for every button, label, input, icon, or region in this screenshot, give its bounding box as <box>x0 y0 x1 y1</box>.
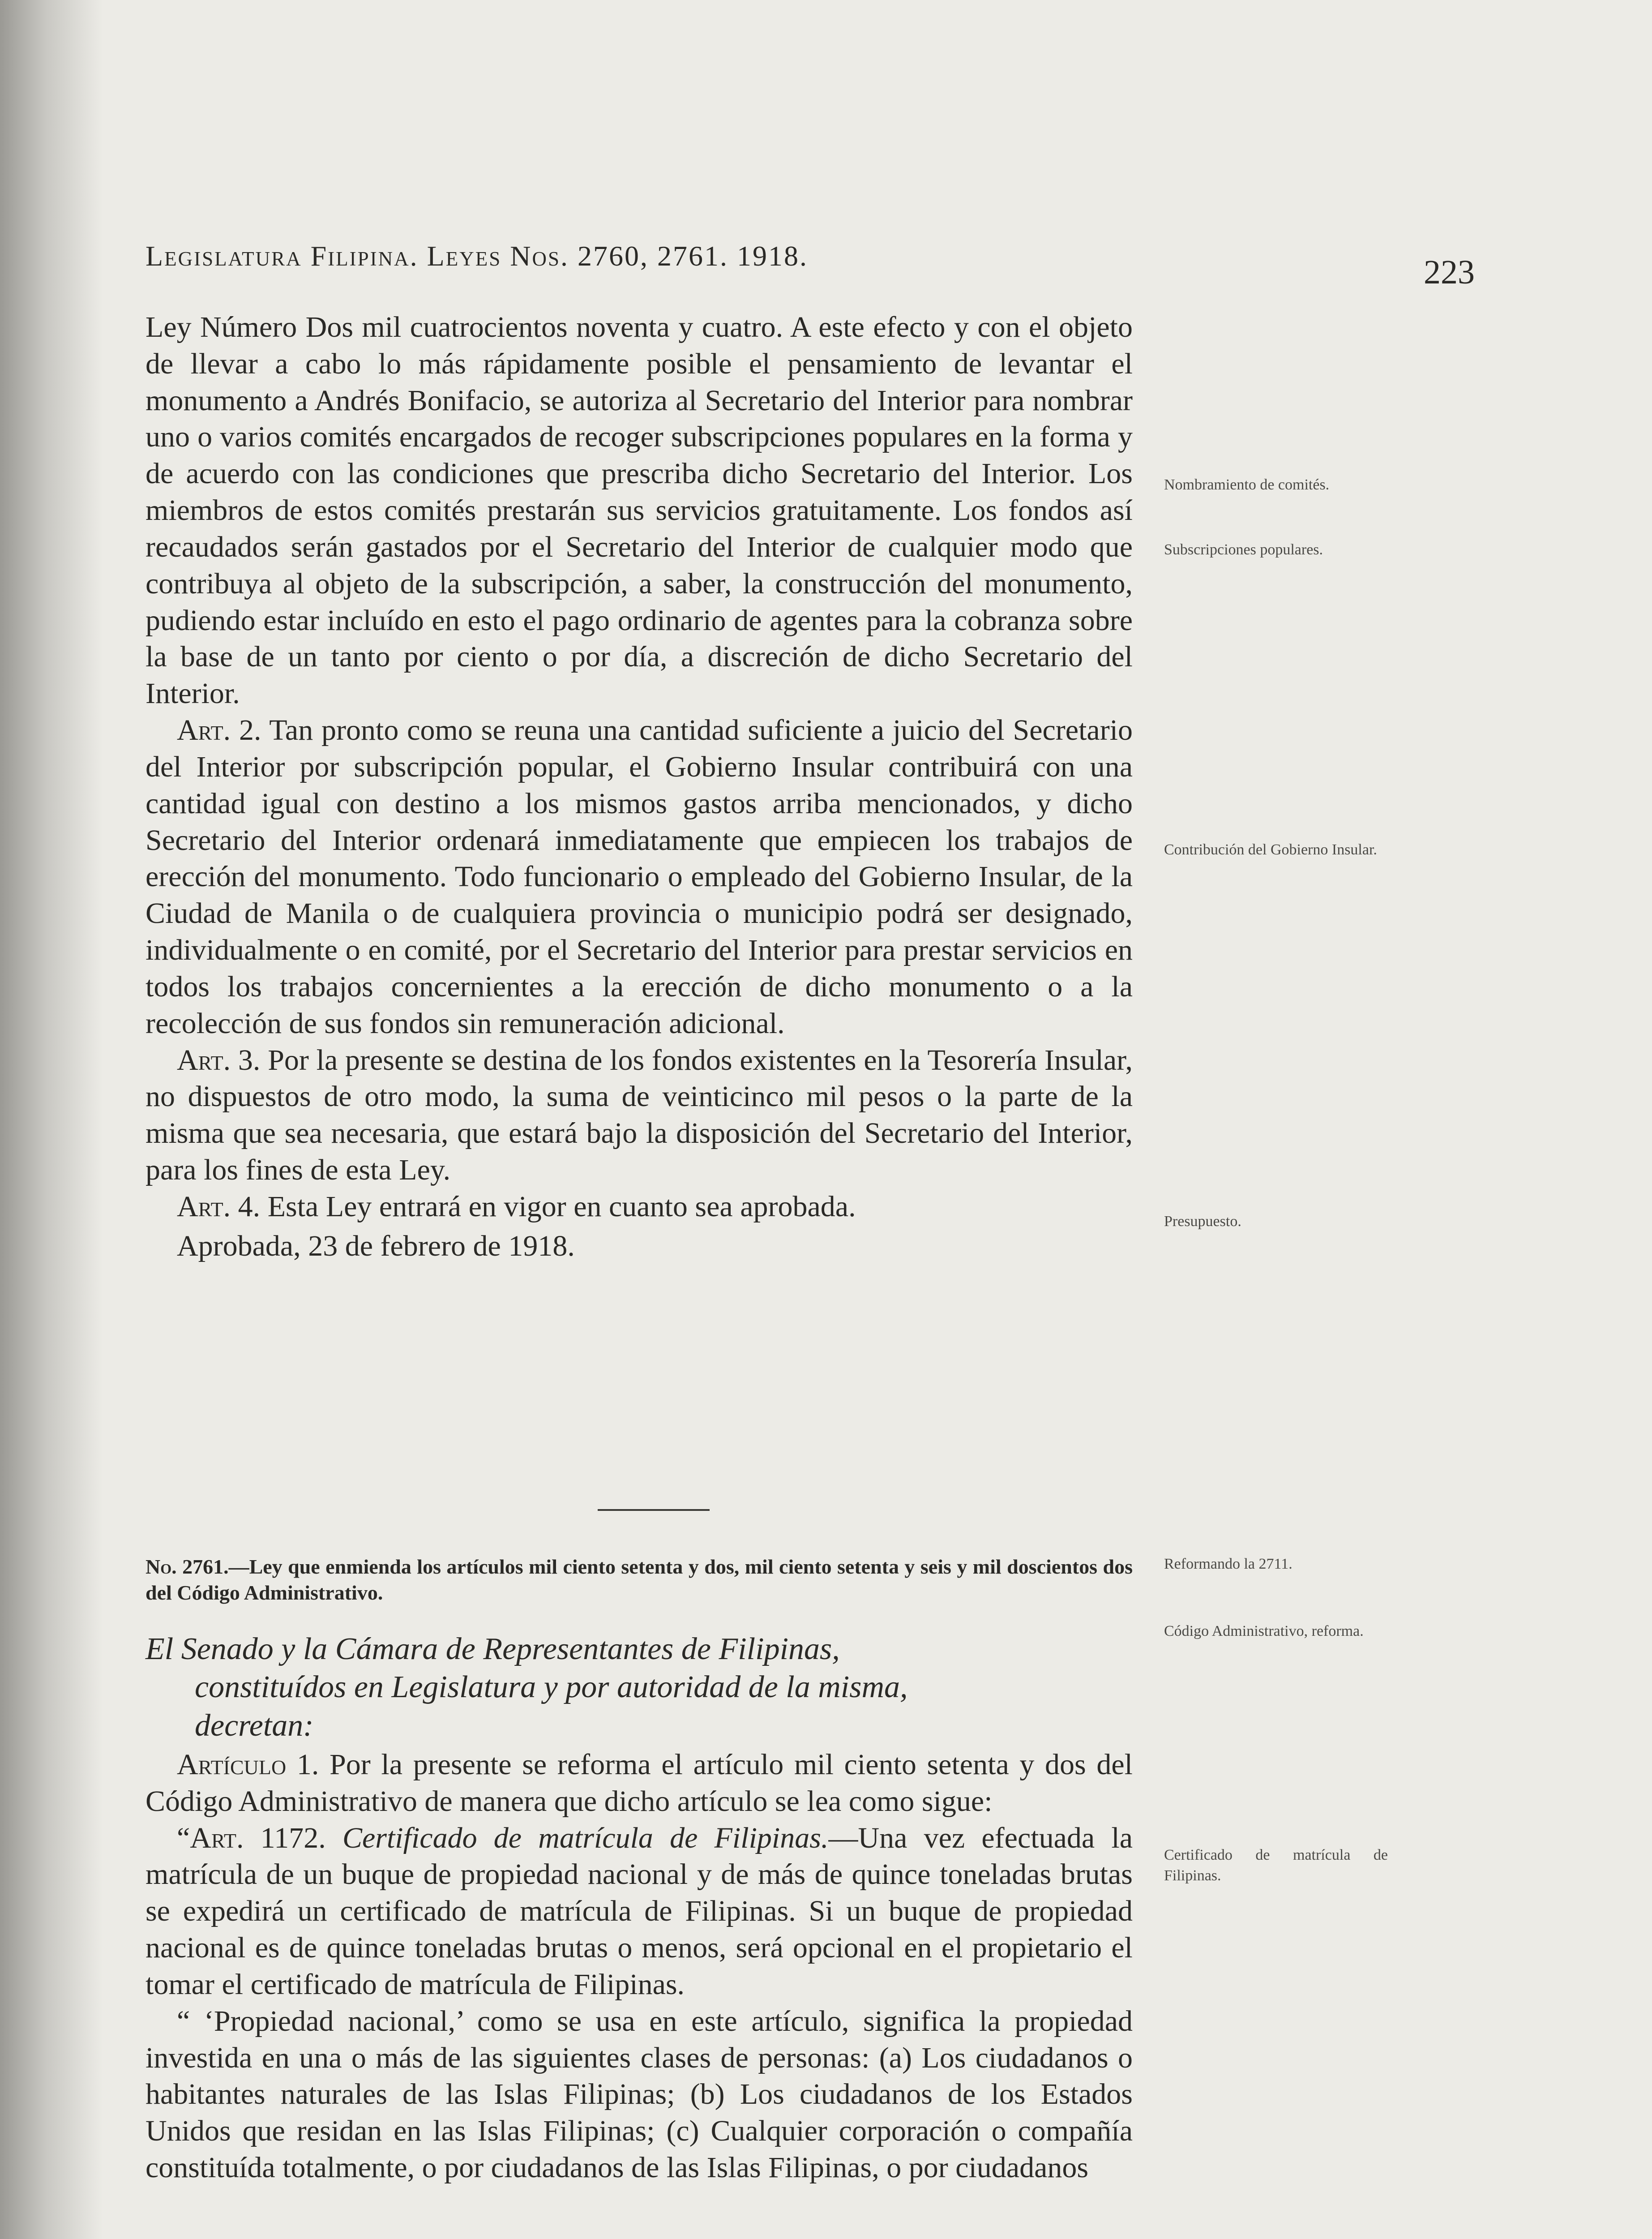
definition-paragraph: “ ‘Propiedad nacional,’ como se usa en este artículo, significa la propiedad investida en una o más de las siguientes clases de personas: (a) Los ciudadanos o habitantes naturales de las Islas Filipinas; (b) Los ciudadanos de los Estados Unidos que residan en las Islas Filipinas; (c) Cualquier corporación o compañía constituída totalmente, o por ciudadanos de las Islas Filipinas, o por ciudadanos <box>146 2004 1133 2184</box>
law-2761-body <box>146 1746 1133 2186</box>
article-2-text: Tan pronto como se reuna una cantidad suficiente a juicio del Secretario del Interior por subscripción popular, el Gobierno Insular contribuirá con una cantidad igual con destino a los mismos gastos arriba mencionados, y dicho Secretario del Interior ordenará inmediatamente que empiecen los trabajos de erección del monumento. Todo funcionario o empleado del Gobierno Insular, de la Ciudad de Manila o de cualquiera provincia o municipio podrá ser designado, individualmente o en comité, por el Secretario del Interior para prestar servicios en todos los trabajos concernientes a la erección de dicho monumento o a la recolección de sus fondos sin remuneración adicional. <box>146 714 1133 1040</box>
article-1172-text: —Una vez efectuada la matrícula de un buque de propiedad nacional y de más de quince toneladas brutas se expedirá un certificado de matrícula de Filipinas. Si un buque de propiedad nacional es de quince toneladas brutas o menos, será opcional en el propietario el tomar el certificado de matrícula de Filipinas. <box>146 1821 1133 2001</box>
article-4 <box>146 1188 1133 1225</box>
margin-note-contribucion: Contribución del Gobierno Insular. <box>1164 841 1377 858</box>
article-1172-title: Certificado de matrícula de Filipinas. <box>342 1821 829 1854</box>
margin-note-subscripciones: Subscripciones populares. <box>1164 541 1323 558</box>
margin-note-codigo: Código Administrativo, reforma. <box>1164 1623 1364 1639</box>
article-4-label: Art. 4. <box>177 1190 261 1223</box>
law-2761-heading <box>146 1554 1133 1605</box>
article-1172 <box>146 1820 1133 2003</box>
article-2-label: Art. 2. <box>177 714 261 747</box>
margin-note-certificado: Certificado de matrícula de Filipinas. <box>1164 1847 1388 1884</box>
margin-note-presupuesto: Presupuesto. <box>1164 1213 1241 1230</box>
page-number: 223 <box>1424 253 1475 291</box>
article-1172-label: “Art. 1172. <box>177 1821 326 1854</box>
article-1 <box>146 1746 1133 1820</box>
enacting-line-3: decretan: <box>195 1708 314 1743</box>
running-head: Legislatura Filipina. Leyes Nos. 2760, 2761. 1918. <box>146 240 808 272</box>
article-3-label: Art. 3. <box>177 1043 261 1077</box>
section-divider <box>598 1509 710 1511</box>
article-1-text: Por la presente se reforma el artículo mil ciento setenta y dos del Código Administrativo de manera que dicho artículo se lea como sigue: <box>146 1748 1133 1818</box>
article-2 <box>146 712 1133 1042</box>
law-2760-continuation <box>146 309 1133 1265</box>
article-3-text: Por la presente se destina de los fondos existentes en la Tesorería Insular, no dispuestos de otro modo, la suma de veinticinco mil pesos o la parte de la misma que sea necesaria, que estará bajo la disposición del Secretario del Interior, para los fines de esta Ley. <box>146 1043 1133 1187</box>
law-number: No. 2761. <box>146 1555 229 1578</box>
article-1-label: Artículo 1. <box>177 1748 319 1781</box>
article-3 <box>146 1042 1133 1188</box>
enacting-clause <box>146 1630 1133 1745</box>
enacting-line-1: El Senado y la Cámara de Representantes de Filipinas, <box>146 1632 840 1666</box>
article-4-text: Esta Ley entrará en vigor en cuanto sea aprobada. <box>267 1190 856 1223</box>
paragraph-continuation: Ley Número Dos mil cuatrocientos noventa y cuatro. A este efecto y con el objeto de llevar a cabo lo más rápidamente posible el pensamiento de levantar el monumento a Andrés Bonifacio, se autoriza al Secretario del Interior para nombrar uno o varios comités encargados de recoger subscripciones populares en la forma y de acuerdo con las condiciones que prescriba dicho Secretario del Interior. Los miembros de estos comités prestarán sus servicios gratuitamente. Los fondos así recaudados serán gastados por el Secretario del Interior de cualquier modo que contribuya al objeto de la subscripción, a saber, la construcción del monumento, pudiendo estar incluído en esto el pago ordinario de agentes para la cobranza sobre la base de un tanto por ciento o por día, a discreción de dicho Secretario del Interior. <box>146 311 1133 710</box>
law-title: —Ley que enmienda los artículos mil ciento setenta y dos, mil ciento setenta y seis y mil doscientos dos del Código Administrativo. <box>146 1555 1133 1604</box>
enacting-line-2: constituídos en Legislatura y por autoridad de la misma, <box>195 1670 908 1705</box>
margin-note-reformando: Reformando la 2711. <box>1164 1556 1292 1572</box>
approval-date: Aprobada, 23 de febrero de 1918. <box>177 1229 575 1262</box>
margin-note-nombramiento: Nombramiento de comités. <box>1164 476 1330 493</box>
